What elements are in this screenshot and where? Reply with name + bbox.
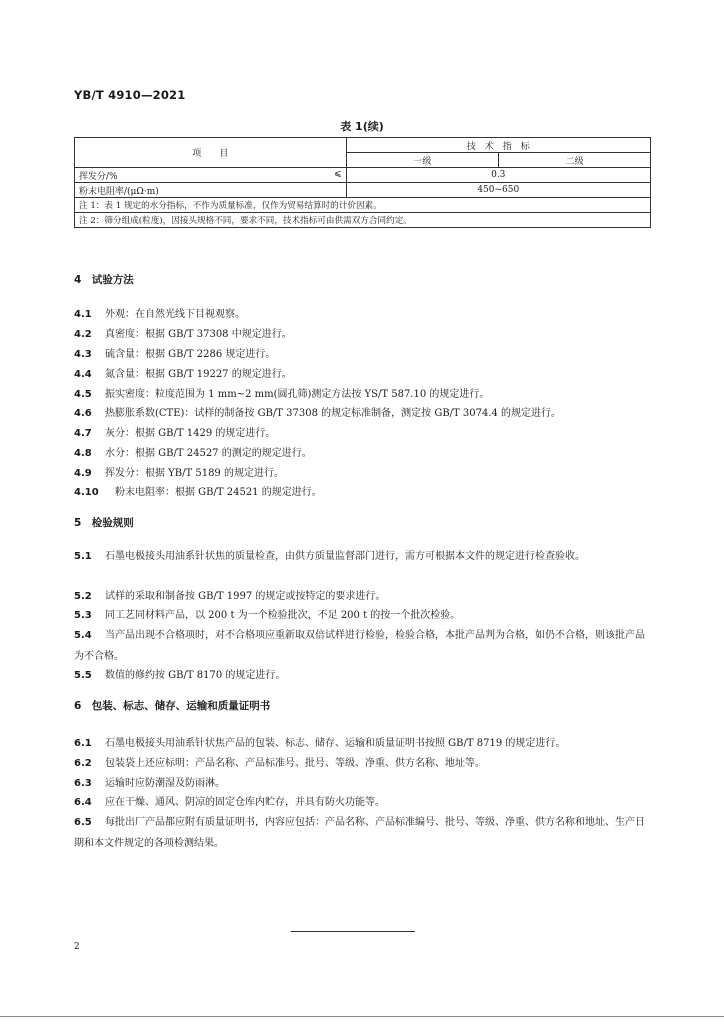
clause-text: 应在干燥、通风、阴凉的固定仓库内贮存，并具有防火功能等。 <box>105 797 385 808</box>
clause-text: 振实密度：粒度范围为 1 mm~2 mm(圆孔筛)测定方法按 YS/T 587.10 的规定进行。 <box>105 389 490 400</box>
row-name-cell <box>75 183 347 198</box>
clause-4-6 <box>74 403 652 424</box>
clause-6-2 <box>74 753 652 774</box>
header-grade-2: 二级 <box>499 153 651 168</box>
clause-number: 5.3 <box>74 610 92 621</box>
clause-number: 4.8 <box>74 448 92 459</box>
clause-text: 氮含量：根据 GB/T 19227 的规定进行。 <box>105 369 292 380</box>
clause-number: 5.4 <box>74 630 92 641</box>
row-name: 挥发分/% <box>79 171 118 182</box>
header-grade-1: 一级 <box>346 153 499 168</box>
section-6-heading: 6 包装、标志、储存、运输和质量证明书 <box>74 700 271 712</box>
clause-5-4 <box>74 625 652 667</box>
row-name-cell <box>75 168 347 183</box>
clause-5-2 <box>74 586 652 607</box>
end-rule <box>291 931 415 932</box>
clause-text: 灰分：根据 GB/T 1429 的规定进行。 <box>105 428 276 439</box>
clause-4-10 <box>74 482 652 503</box>
clause-number: 4.6 <box>74 408 92 419</box>
clause-4-8 <box>74 443 652 464</box>
clause-number: 6.1 <box>74 738 92 749</box>
clause-number: 4.4 <box>74 369 92 380</box>
clause-4-5 <box>74 384 652 405</box>
clause-text: 当产品出现不合格项时，对不合格项应重新取双倍试样进行检验，检验合格，本批产品判为合格，如仍不合格，则该批产品为不合格。 <box>74 630 645 662</box>
clause-4-7 <box>74 423 652 444</box>
clause-4-2 <box>74 324 652 345</box>
row-value: 450~650 <box>346 183 650 198</box>
clause-number: 4.2 <box>74 329 92 340</box>
clause-text: 粉末电阻率：根据 GB/T 24521 的规定进行。 <box>115 487 322 498</box>
page-bottom-divider <box>0 1016 724 1017</box>
clause-number: 4.1 <box>74 309 92 320</box>
clause-6-4 <box>74 792 652 813</box>
clause-6-5 <box>74 812 652 854</box>
clause-number: 5.5 <box>74 670 92 681</box>
clause-number: 6.5 <box>74 817 92 828</box>
clause-text: 试样的采取和制备按 GB/T 1997 的规定或按特定的要求进行。 <box>105 591 386 602</box>
clause-text: 每批出厂产品都应附有质量证明书，内容应包括：产品名称、产品标准编号、批号、等级、净重、供方名称和地址、生产日期和本文件规定的各项检测结果。 <box>74 817 645 849</box>
clause-text: 包装袋上还应标明：产品名称、产品标准号、批号、等级、净重、供方名称、地址等。 <box>105 758 485 769</box>
clause-number: 5.2 <box>74 591 92 602</box>
clause-number: 6.4 <box>74 797 92 808</box>
table-note: 注 1：表 1 规定的水分指标，不作为质量标准，仅作为贸易结算时的计价因素。 <box>75 198 651 213</box>
clause-number: 4.3 <box>74 349 92 360</box>
clause-text: 石墨电极接头用油系针状焦的质量检查，由供方质量监督部门进行，需方可根据本文件的规定进行检查验收。 <box>105 551 585 562</box>
spec-table <box>74 137 651 228</box>
clause-5-3 <box>74 605 652 626</box>
clause-text: 热膨胀系数(CTE)：试样的制备按 GB/T 37308 的规定标准制备，测定按 GB/T 3074.4 的规定进行。 <box>105 408 562 419</box>
clause-number: 6.2 <box>74 758 92 769</box>
clause-4-3 <box>74 344 652 365</box>
clause-text: 挥发分：根据 YB/T 5189 的规定进行。 <box>105 468 284 479</box>
clause-text: 运输时应防潮湿及防雨淋。 <box>105 778 225 789</box>
row-value: 0.3 <box>346 168 650 183</box>
clause-5-5 <box>74 665 652 686</box>
clause-4-9 <box>74 463 652 484</box>
row-name: 粉末电阻率/(μΩ·m) <box>79 186 159 197</box>
clause-4-1 <box>74 304 652 325</box>
clause-4-4 <box>74 364 652 385</box>
clause-text: 数值的修约按 GB/T 8170 的规定进行。 <box>105 670 286 681</box>
header-item: 项 目 <box>75 138 347 168</box>
clause-6-3 <box>74 773 652 794</box>
clause-5-1 <box>74 546 652 567</box>
clause-number: 4.10 <box>74 487 99 498</box>
section-4-heading: 4 试验方法 <box>74 274 134 286</box>
table-row <box>75 183 651 198</box>
page-number: 2 <box>74 942 80 952</box>
clause-text: 真密度：根据 GB/T 37308 中规定进行。 <box>105 329 292 340</box>
clause-number: 4.7 <box>74 428 92 439</box>
row-operator: ⩽ <box>333 168 342 179</box>
clause-text: 硫含量：根据 GB/T 2286 规定进行。 <box>105 349 276 360</box>
table-row <box>75 168 651 183</box>
table-note: 注 2：筛分组成(粒度)，因接头规格不同，要求不同，技术指标可由供需双方合同约定。 <box>75 213 651 228</box>
clause-6-1 <box>74 733 652 754</box>
clause-text: 水分：根据 GB/T 24527 的测定的规定进行。 <box>105 448 312 459</box>
clause-text: 外观：在自然光线下目视观察。 <box>105 309 245 320</box>
clause-number: 5.1 <box>74 551 92 562</box>
clause-number: 4.5 <box>74 389 92 400</box>
clause-number: 6.3 <box>74 778 92 789</box>
header-tech-index: 技 术 指 标 <box>346 138 650 153</box>
table-title: 表 1(续) <box>340 120 384 133</box>
clause-text: 石墨电极接头用油系针状焦产品的包装、标志、储存、运输和质量证明书按照 GB/T 8719 的规定进行。 <box>105 738 566 749</box>
standard-code: YB/T 4910—2021 <box>74 88 186 102</box>
section-5-heading: 5 检验规则 <box>74 517 134 529</box>
clause-text: 同工艺同材料产品，以 200 t 为一个检验批次，不足 200 t 的按一个批次检验。 <box>105 610 461 621</box>
clause-number: 4.9 <box>74 468 92 479</box>
